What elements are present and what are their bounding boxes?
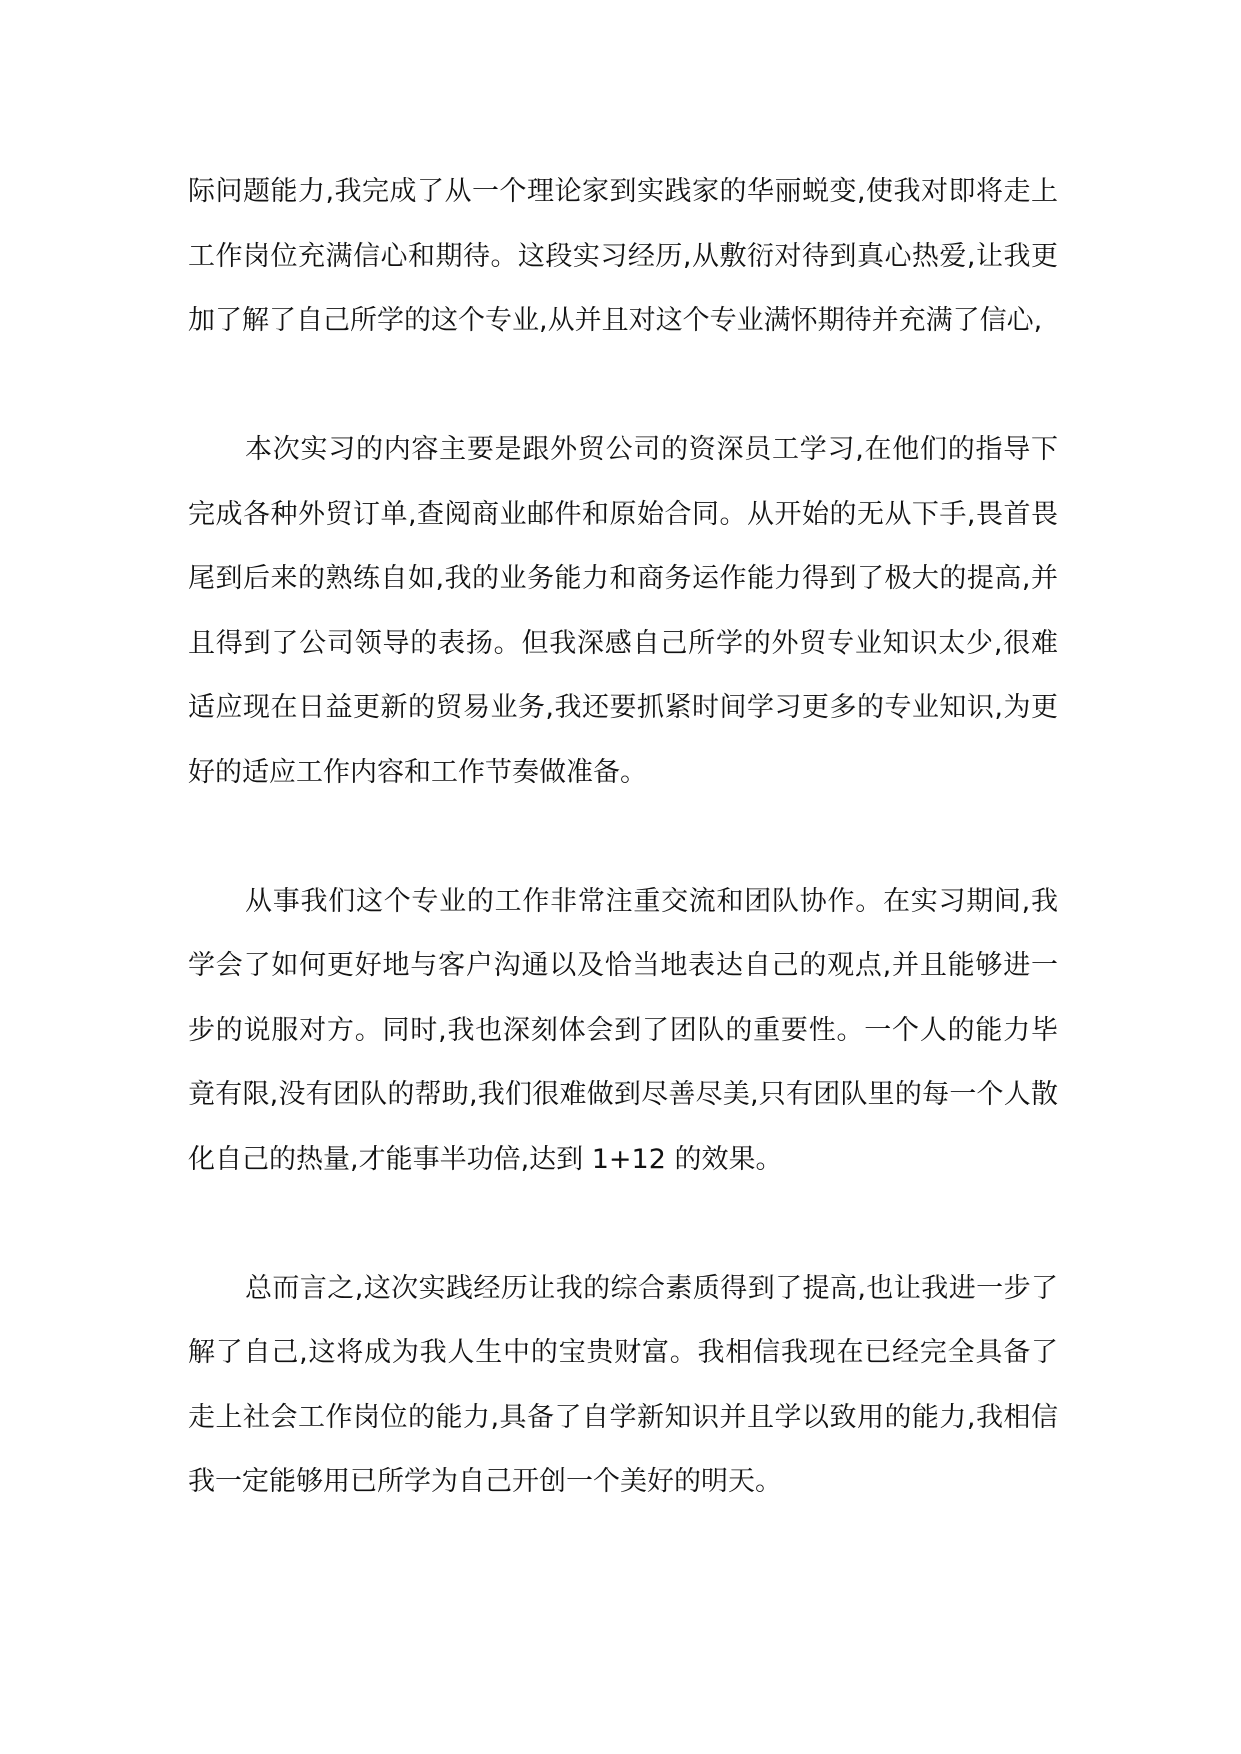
document-body <box>188 160 1058 1515</box>
paragraph-2: 本次实习的内容主要是跟外贸公司的资深员工学习,在他们的指导下完成各种外贸订单,查阅商业邮件和原始合同。从开始的无从下手,畏首畏尾到后来的熟练自如,我的业务能力和商务运作能力得到了极大的提高,并且得到了公司领导的表扬。但我深感自己所学的外贸专业知识太少,很难适应现在日益更新的贸易业务,我还要抓紧时间学习更多的专业知识,为更好的适应工作内容和工作节奏做准备。 <box>188 434 1058 788</box>
paragraph-gap <box>188 1192 1058 1257</box>
paragraph-3: 从事我们这个专业的工作非常注重交流和团队协作。在实习期间,我学会了如何更好地与客户沟通以及恰当地表达自己的观点,并且能够进一步的说服对方。同时,我也深刻体会到了团队的重要性。一个人的能力毕竟有限,没有团队的帮助,我们很难做到尽善尽美,只有团队里的每一个人散化自己的热量,才能事半功倍,达到 1+12 的效果。 <box>188 885 1058 1175</box>
paragraph-1: 际问题能力,我完成了从一个理论家到实践家的华丽蜕变,使我对即将走上工作岗位充满信心和期待。这段实习经历,从敷衍对待到真心热爱,让我更加了解了自己所学的这个专业,从并且对这个专业满怀期待并充满了信心, <box>188 176 1058 336</box>
paragraph-gap <box>188 354 1058 419</box>
paragraph-gap <box>188 805 1058 870</box>
paragraph-4: 总而言之,这次实践经历让我的综合素质得到了提高,也让我进一步了解了自己,这将成为我人生中的宝贵财富。我相信我现在已经完全具备了走上社会工作岗位的能力,具备了自学新知识并且学以致用的能力,我相信我一定能够用已所学为自己开创一个美好的明天。 <box>188 1272 1058 1497</box>
